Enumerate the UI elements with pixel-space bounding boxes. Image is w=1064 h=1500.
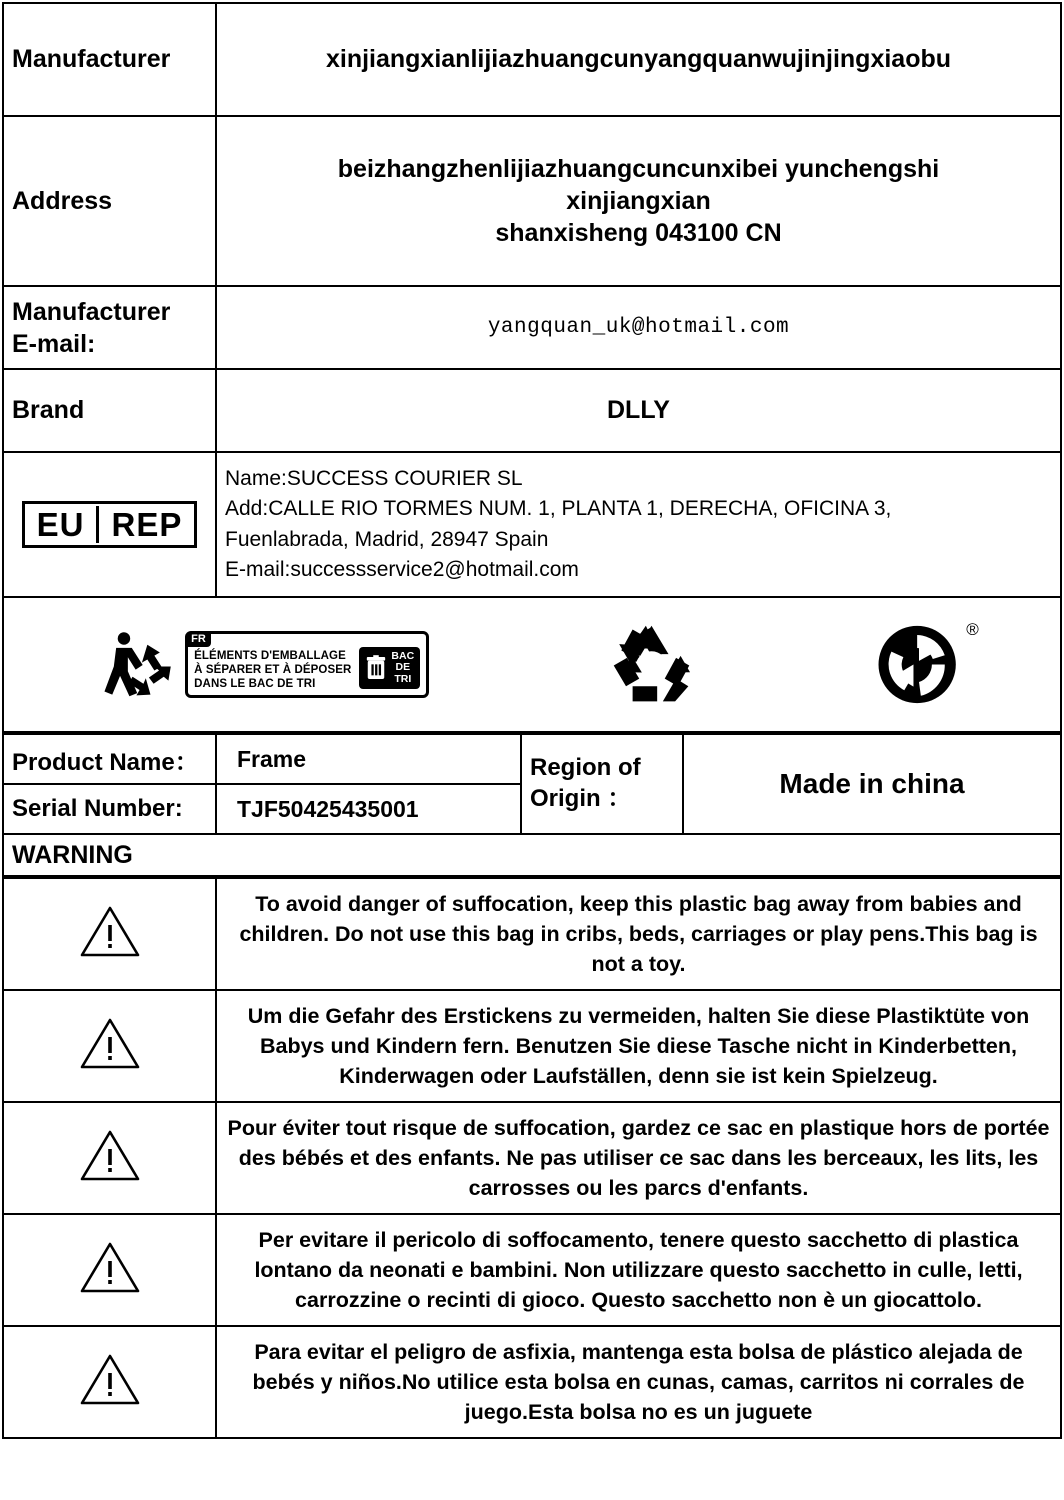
fr-instruction-line-1: ÉLÉMENTS D'EMBALLAGE [194, 649, 346, 662]
recycling-mobius-icon [604, 622, 699, 707]
warning-triangle-icon [3, 1102, 216, 1214]
bac-line-3: TRI [394, 672, 412, 685]
table-row-brand [3, 369, 1061, 452]
fr-sorting-instruction-box [185, 631, 429, 698]
warning-row-it [3, 1214, 1061, 1326]
serial-number-label: Serial Number: [3, 784, 216, 834]
warnings-table [2, 877, 1062, 1439]
warning-row-es [3, 1326, 1061, 1438]
recycling-symbols-row [3, 597, 1061, 732]
region-of-origin-value: Made in china [683, 734, 1061, 834]
warning-triangle-icon [3, 1214, 216, 1326]
company-info-table [2, 2, 1062, 733]
eu-rep-details [216, 452, 1061, 597]
region-of-origin-label-line2: Origin ： [530, 785, 632, 812]
table-row-address [3, 116, 1061, 286]
address-value [216, 116, 1061, 286]
address-label: Address [3, 116, 216, 286]
warning-text-fr: Pour éviter tout risque de suffocation, gardez ce sac en plastique hors de portée des bébés et des enfants. Ne pas utiliser ce sac dans les berceaux, les lits, les carrosses ou les parcs d'enfants. [216, 1102, 1061, 1214]
triman-icon [99, 626, 177, 704]
table-row-symbols [3, 597, 1061, 732]
eu-rep-badge [3, 452, 216, 597]
warning-text-de: Um die Gefahr des Erstickens zu vermeiden, halten Sie diese Plastiktüte von Babys und Kindern fern. Benutzen Sie diese Tasche nicht in Kinderbetten, Kinderwagen oder Laufställen, denn sie ist kein Spielzeug. [216, 990, 1061, 1102]
region-of-origin-label [521, 734, 683, 834]
table-row-product-name [3, 734, 1061, 784]
manufacturer-email-value: yangquan_uk@hotmail.com [216, 286, 1061, 369]
table-row-manufacturer [3, 3, 1061, 116]
warning-row-fr [3, 1102, 1061, 1214]
trash-bin-icon [365, 655, 387, 681]
address-line-3: shanxisheng 043100 CN [495, 219, 782, 247]
warning-text-en: To avoid danger of suffocation, keep this plastic bag away from babies and children. Do not use this bag in cribs, beds, carriages or play pens.This bag is not a toy. [216, 878, 1061, 990]
manufacturer-email-label [3, 286, 216, 369]
manufacturer-email-label-line2: E-mail: [12, 329, 96, 358]
table-row-warning-title [3, 834, 1061, 876]
fr-instruction-line-3: DANS LE BAC DE TRI [194, 678, 316, 690]
warning-row-de [3, 990, 1061, 1102]
product-name-value: Frame [216, 734, 521, 784]
serial-number-value: TJF50425435001 [216, 784, 521, 834]
fr-country-tag: FR [186, 632, 211, 647]
bac-de-tri-text [391, 651, 414, 684]
eu-rep-badge-rep: REP [111, 506, 183, 543]
region-of-origin-label-line1: Region of [530, 754, 641, 782]
eu-rep-address-2: Fuenlabrada, Madrid, 28947 Spain [225, 527, 549, 551]
fr-instruction-text [194, 637, 351, 691]
product-info-table [2, 733, 1062, 877]
bac-line-1: BAC [391, 650, 415, 663]
eu-rep-email: E-mail:successservice2@hotmail.com [225, 557, 579, 581]
manufacturer-email-label-line1: Manufacturer [12, 297, 171, 326]
product-name-label: Product Name： [3, 734, 216, 784]
address-line-2: xinjiangxian [566, 187, 711, 215]
fr-instruction-line-2: À SÉPARER ET À DÉPOSER [194, 663, 352, 676]
manufacturer-value: xinjiangxianlijiazhuangcunyangquanwujinjingxiaobu [216, 3, 1061, 116]
eu-rep-name: Name:SUCCESS COURIER SL [225, 466, 523, 490]
table-row-eu-rep [3, 452, 1061, 597]
eu-rep-box [22, 501, 198, 548]
table-row-email [3, 286, 1061, 369]
warning-triangle-icon [3, 990, 216, 1102]
warning-row-en [3, 878, 1061, 990]
bac-line-2: DE [395, 661, 411, 674]
brand-value: DLLY [216, 369, 1061, 452]
bac-de-tri-badge [359, 647, 420, 688]
warning-text-es: Para evitar el peligro de asfixia, mantenga esta bolsa de plástico alejada de bebés y niños.No utilice esta bolsa en cunas, camas, carritos ni corrales de juego.Esta bolsa no es un juguete [216, 1326, 1061, 1438]
warning-triangle-icon [3, 1326, 216, 1438]
address-line-1: beizhangzhenlijiazhuangcuncunxibei yunchengshi [337, 155, 940, 183]
brand-label: Brand [3, 369, 216, 452]
warning-title: WARNING [3, 834, 1061, 876]
warning-triangle-icon [3, 878, 216, 990]
green-dot-icon [873, 620, 979, 707]
triman-group [99, 626, 429, 704]
manufacturer-label: Manufacturer [3, 3, 216, 116]
eu-rep-address: Add:CALLE RIO TORMES NUM. 1, PLANTA 1, DERECHA, OFICINA 3, [225, 497, 892, 521]
warning-text-it: Per evitare il pericolo di soffocamento, tenere questo sacchetto di plastica lontano da neonati e bambini. Non utilizzare questo sacchetto in culle, letti, carrozzine o recinti di gioco. Questo sacchetto non è un giocattolo. [216, 1214, 1061, 1326]
eu-rep-badge-eu: EU [25, 506, 100, 543]
registered-trademark-mark: ® [966, 620, 979, 639]
